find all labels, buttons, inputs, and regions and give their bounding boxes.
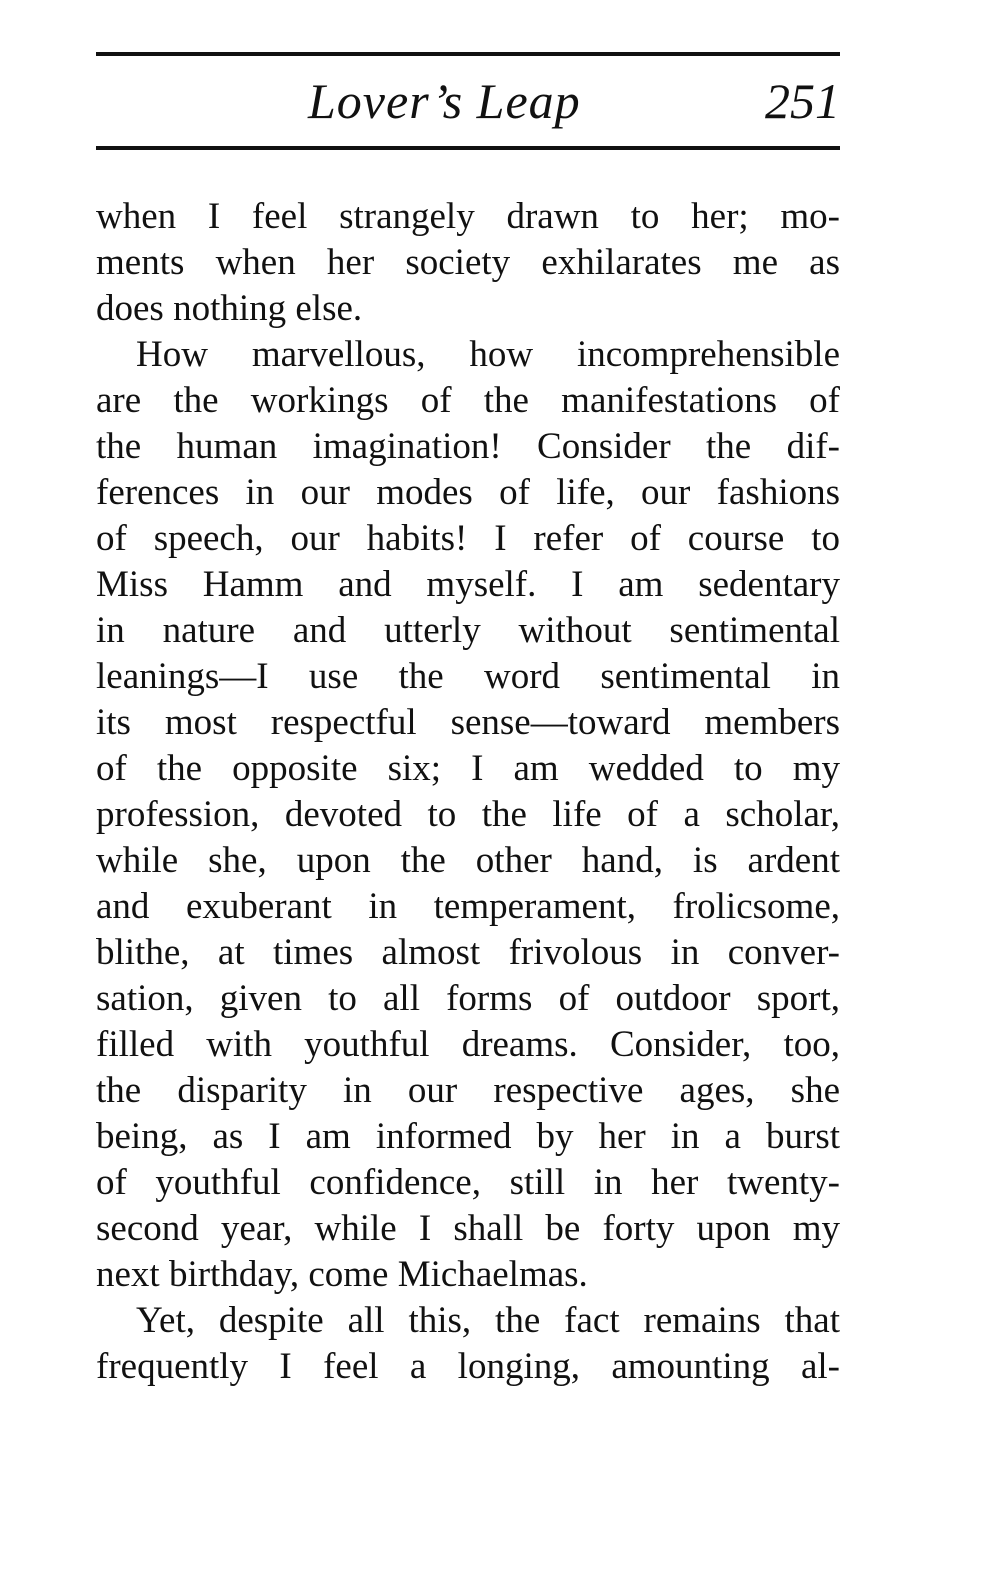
page-number: 251 — [765, 73, 840, 129]
book-page — [96, 52, 840, 1390]
text-line: ferences in our modes of life, our fashions — [96, 472, 840, 513]
text-line: Miss Hamm and myself. I am sedentary — [96, 564, 840, 605]
text-line: of the opposite six; I am wedded to my — [96, 748, 840, 789]
text-line: How marvellous, how incomprehensible — [136, 334, 840, 375]
text-line: in nature and utterly without sentimental — [96, 610, 840, 651]
text-line: filled with youthful dreams. Consider, too, — [96, 1024, 840, 1065]
text-line: sation, given to all forms of outdoor sport, — [96, 978, 840, 1019]
text-line: the disparity in our respective ages, she — [96, 1070, 840, 1111]
text-line: are the workings of the manifestations of — [96, 380, 840, 421]
text-line: while she, upon the other hand, is ardent — [96, 840, 840, 881]
text-line: being, as I am informed by her in a burst — [96, 1116, 840, 1157]
text-line: blithe, at times almost frivolous in conver- — [96, 932, 840, 973]
running-header — [96, 56, 840, 146]
text-line: leanings—I use the word sentimental in — [96, 656, 840, 697]
text-line: profession, devoted to the life of a scholar, — [96, 794, 840, 835]
text-line: next birthday, come Michaelmas. — [96, 1254, 588, 1295]
text-line: its most respectful sense—toward members — [96, 702, 840, 743]
text-line: of speech, our habits! I refer of course to — [96, 518, 840, 559]
body-text — [96, 194, 840, 1390]
text-line: of youthful confidence, still in her twenty- — [96, 1162, 840, 1203]
text-line: the human imagination! Consider the dif- — [96, 426, 840, 467]
text-line: ments when her society exhilarates me as — [96, 242, 840, 283]
text-line: and exuberant in temperament, frolicsome, — [96, 886, 840, 927]
text-line: does nothing else. — [96, 288, 363, 329]
text-line: Yet, despite all this, the fact remains that — [136, 1300, 840, 1341]
text-line: second year, while I shall be forty upon my — [96, 1208, 840, 1249]
text-line: frequently I feel a longing, amounting al- — [96, 1346, 840, 1387]
running-title: Lover’s Leap — [308, 73, 581, 129]
header-bottom-rule — [96, 146, 840, 150]
text-line: when I feel strangely drawn to her; mo- — [96, 196, 840, 237]
